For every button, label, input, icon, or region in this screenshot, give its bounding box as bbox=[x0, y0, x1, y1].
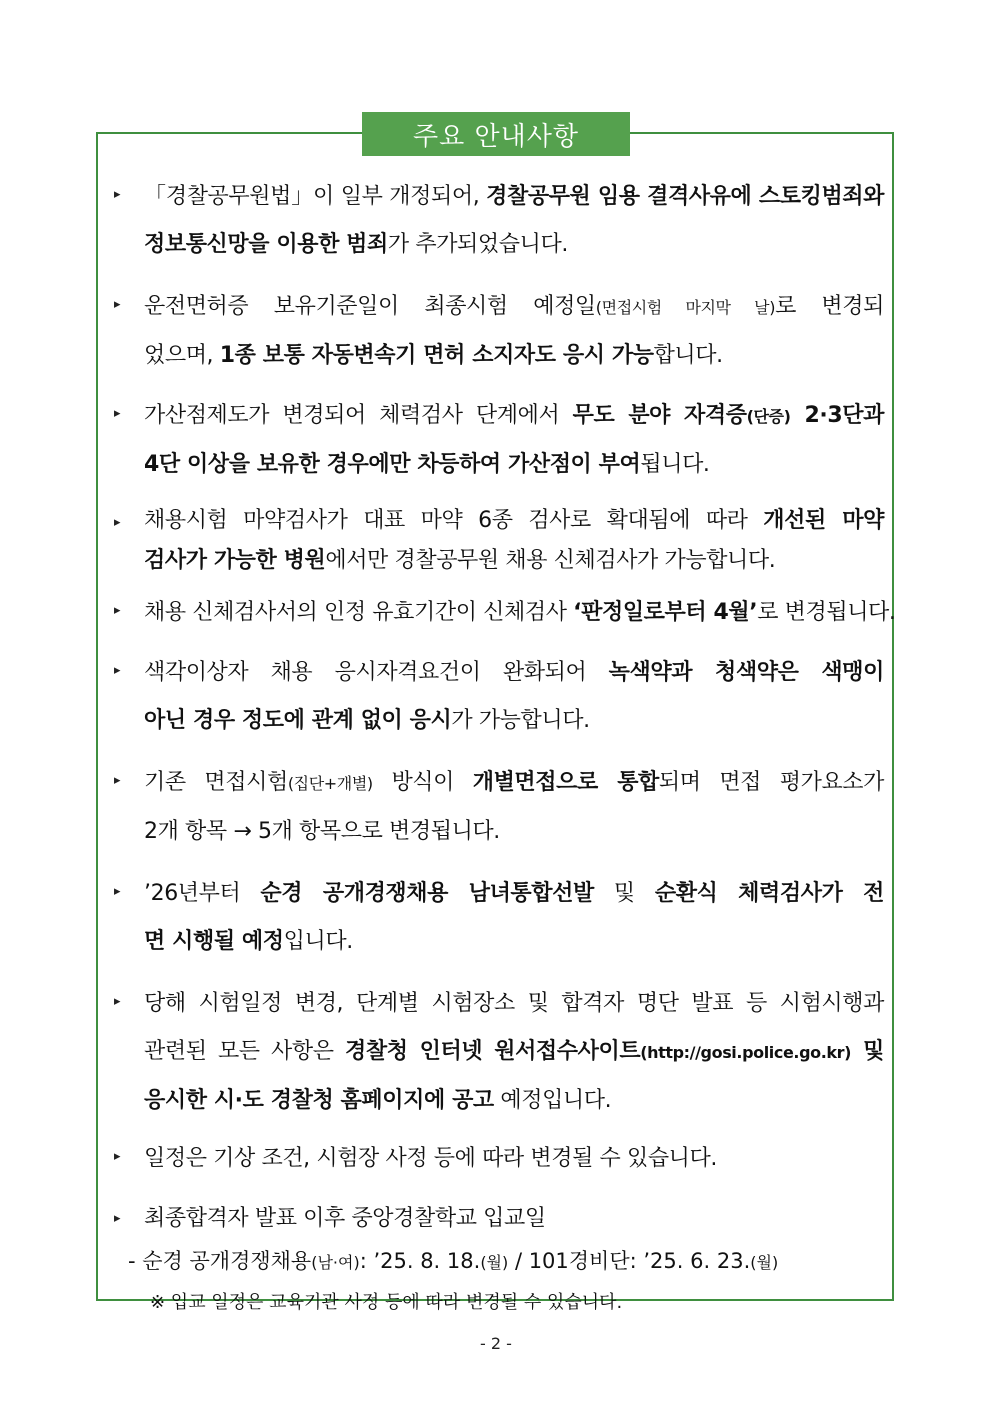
bullet-icon: ▸ bbox=[114, 187, 121, 202]
bullet-icon: ▸ bbox=[114, 603, 121, 618]
section-title: 주요 안내사항 bbox=[362, 112, 630, 156]
notice-item-drivers-license: ▸ 운전면허증 보유기준일이 최종시험 예정일(면접시험 마지막 날)로 변경되 었으며, 1종 보통 자동변속기 면허 소지자도 응시 가능합니다. bbox=[114, 283, 884, 380]
entrance-date-note: ※ 입교 일정은 교육기관 사정 등에 따라 변경될 수 있습니다. bbox=[150, 1292, 623, 1313]
bullet-icon: ▸ bbox=[114, 994, 121, 1009]
notice-item-color-vision: ▸ 색각이상자 채용 응시자격요건이 완화되어 녹색약과 청색약은 색맹이 아닌 경우 정도에 관계 없이 응시가 가능합니다. bbox=[114, 649, 884, 745]
notice-list bbox=[114, 173, 896, 1323]
notice-item-drug-test: ▸ 채용시험 마약검사가 대표 마약 6종 검사로 확대됨에 따라 개선된 마약 검사가 가능한 병원에서만 경찰공무원 채용 신체검사가 가능합니다. bbox=[114, 501, 884, 581]
notice-item-announcements: ▸ 당해 시험일정 변경, 단계별 시험장소 및 합격자 명단 발표 등 시험시행과 관련된 모든 사항은 경찰청 인터넷 원서접수사이트(http://gosi.police.go.kr) 및 응시한 시·도 경찰청 홈페이지에 공고 예정입니다. bbox=[114, 980, 884, 1125]
notice-item-medical-validity: ▸ 채용 신체검사서의 인정 유효기간이 신체검사 ‘판정일로부터 4월’로 변경됩니다. bbox=[114, 589, 884, 637]
notice-item-bonus-points: ▸ 가산점제도가 변경되어 체력검사 단계에서 무도 분야 자격증(단증) 2·3단과 4단 이상을 보유한 경우에만 차등하여 가산점이 부여됩니다. bbox=[114, 392, 884, 489]
notice-item-2026-changes: ▸ ’26년부터 순경 공개경쟁채용 남녀통합선발 및 순환식 체력검사가 전 면 시행될 예정입니다. bbox=[114, 870, 884, 966]
bullet-icon: ▸ bbox=[114, 663, 121, 678]
bullet-icon: ▸ bbox=[114, 1149, 121, 1164]
bullet-icon: ▸ bbox=[114, 297, 121, 312]
entrance-date-detail: - 순경 공개경쟁채용(남·여): ’25. 8. 18.(월) / 101경비단: ’25. 6. 23.(월) bbox=[128, 1249, 779, 1273]
bullet-icon: ▸ bbox=[114, 773, 121, 788]
bullet-icon: ▸ bbox=[114, 1211, 121, 1226]
bullet-icon: ▸ bbox=[114, 406, 121, 421]
notice-item-interview: ▸ 기존 면접시험(집단+개별) 방식이 개별면접으로 통합되며 면접 평가요소가 2개 항목 → 5개 항목으로 변경됩니다. bbox=[114, 759, 884, 856]
bullet-icon: ▸ bbox=[114, 884, 121, 899]
bullet-icon: ▸ bbox=[114, 515, 121, 530]
notice-item-schedule-change: ▸ 일정은 기상 조건, 시험장 사정 등에 따라 변경될 수 있습니다. bbox=[114, 1135, 884, 1183]
notice-item-police-act: ▸ 「경찰공무원법」이 일부 개정되어, 경찰공무원 임용 결격사유에 스토킹범죄와 정보통신망을 이용한 범죄가 추가되었습니다. bbox=[114, 173, 884, 269]
page-number: - 2 - bbox=[480, 1334, 512, 1353]
notice-item-entrance-date: ▸ 최종합격자 발표 이후 중앙경찰학교 입교일 bbox=[114, 1197, 884, 1241]
